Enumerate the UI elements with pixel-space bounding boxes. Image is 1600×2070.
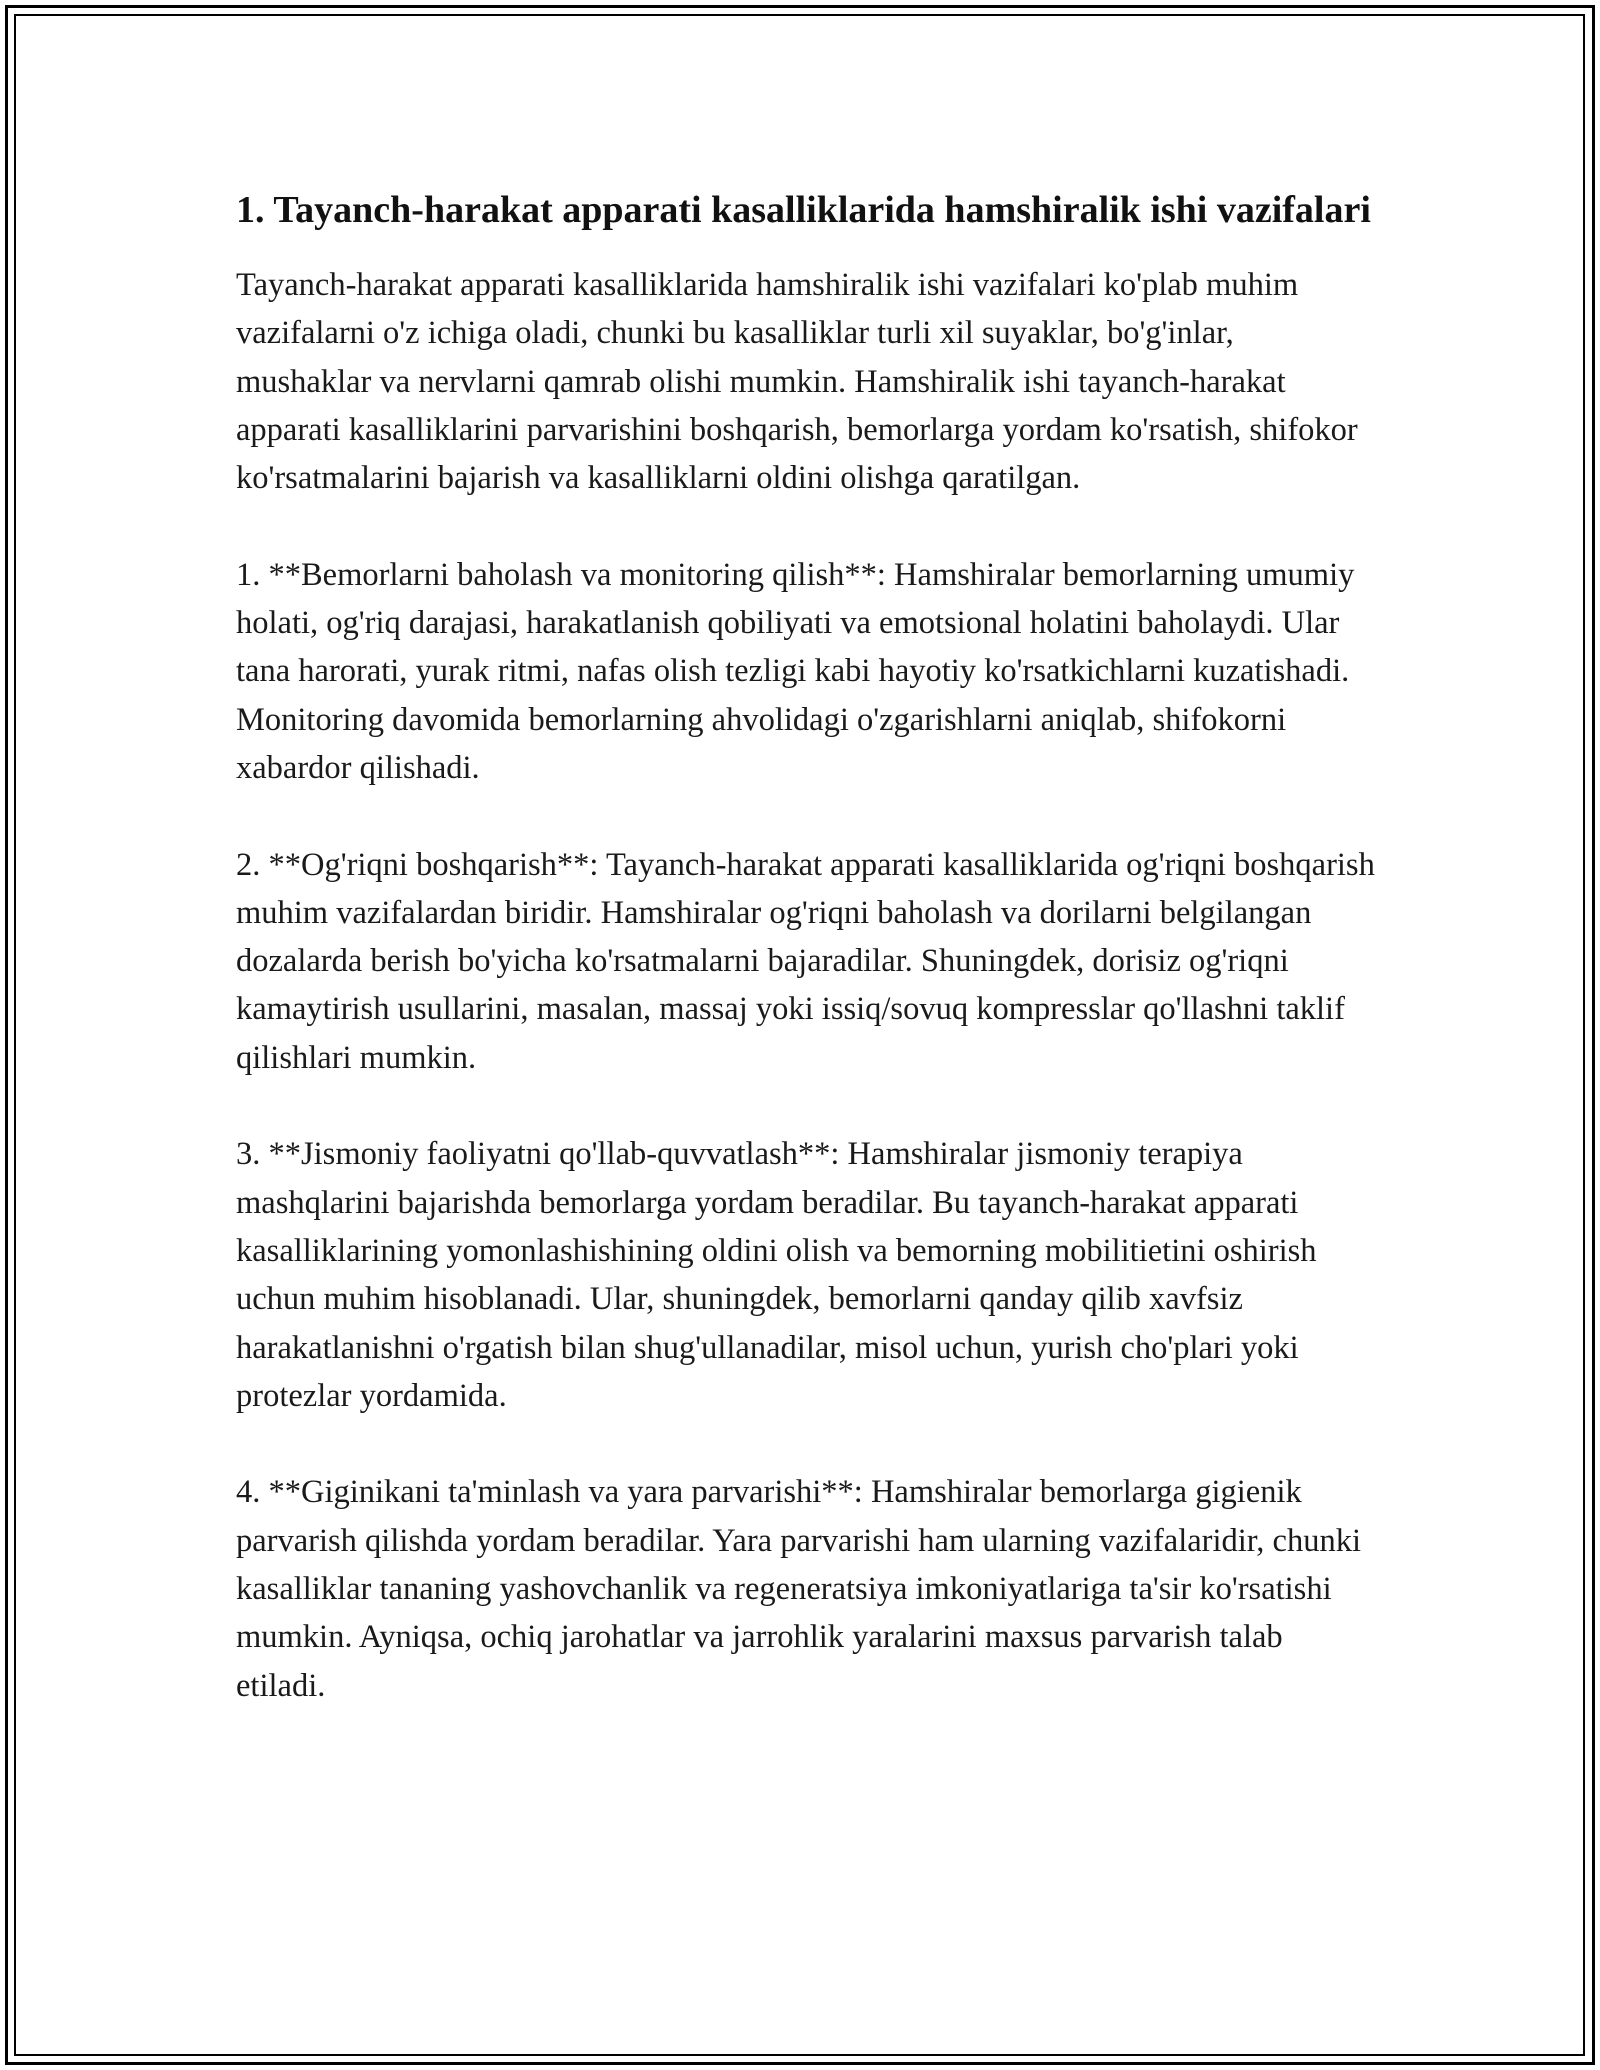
list-item-hygiene-wound-care: 4. **Giginikani ta'minlash va yara parvarishi**: Hamshiralar bemorlarga gigienik parvarish qilishda yordam beradilar. Yara parvarishi ham ularning vazifalaridir, chunki kasalliklar tananing yashovchanlik va regeneratsiya imkoniyatlariga ta'sir ko'rsatishi mumkin. Ayniqsa, ochiq jarohatlar va jarrohlik yaralarini maxsus parvarish talab etiladi. bbox=[236, 1474, 1362, 1704]
list-item-physical-activity: 3. **Jismoniy faoliyatni qo'llab-quvvatlash**: Hamshiralar jismoniy terapiya mashqlarini bajarishda bemorlarga yordam beradilar. Bu tayanch-harakat apparati kasalliklarining yomonlashishining oldini olish va bemorning mobilitietini oshirish uchun muhim hisoblanadi. Ular, shuningdek, bemorlarni qanday qilib xavfsiz harakatlanishni o'rgatish bilan shug'ullanadilar, misol uchun, yurish cho'plari yoki protezlar yordamida. bbox=[236, 1136, 1317, 1414]
intro-paragraph: Tayanch-harakat apparati kasalliklarida hamshiralik ishi vazifalari ko'plab muhim vazifalarni o'z ichiga oladi, chunki bu kasalliklar turli xil suyaklar, bo'g'inlar, mushaklar va nervlarni qamrab olishi mumkin. Hamshiralik ishi tayanch-harakat apparati kasalliklarini parvarishini boshqarish, bemorlarga yordam ko'rsatish, shifokor ko'rsatmalarini bajarish va kasalliklarni oldini olishga qaratilgan. bbox=[236, 267, 1358, 497]
list-item-pain-management: 2. **Og'riqni boshqarish**: Tayanch-harakat apparati kasalliklarida og'riqni boshqarish muhim vazifalardan biridir. Hamshiralar og'riqni baholash va dorilarni belgilangan dozalarda berish bo'yicha ko'rsatmalarni bajaradilar. Shuningdek, dorisiz og'riqni kamaytirish usullarini, masalan, massaj yoki issiq/sovuq kompresslar qo'llashni taklif qilishlari mumkin. bbox=[236, 846, 1375, 1076]
list-item-assessment: 1. **Bemorlarni baholash va monitoring qilish**: Hamshiralar bemorlarning umumiy holati, og'riq darajasi, harakatlanish qobiliyati va emotsional holatini baholaydi. Ular tana harorati, yurak ritmi, nafas olish tezligi kabi hayotiy ko'rsatkichlarni kuzatishadi. Monitoring davomida bemorlarning ahvolidagi o'zgarishlarni aniqlab, shifokorni xabardor qilishadi. bbox=[236, 556, 1355, 786]
page-title: 1. Tayanch-harakat apparati kasalliklarida hamshiralik ishi vazifalari bbox=[236, 189, 1371, 231]
document-body bbox=[236, 183, 1376, 1710]
